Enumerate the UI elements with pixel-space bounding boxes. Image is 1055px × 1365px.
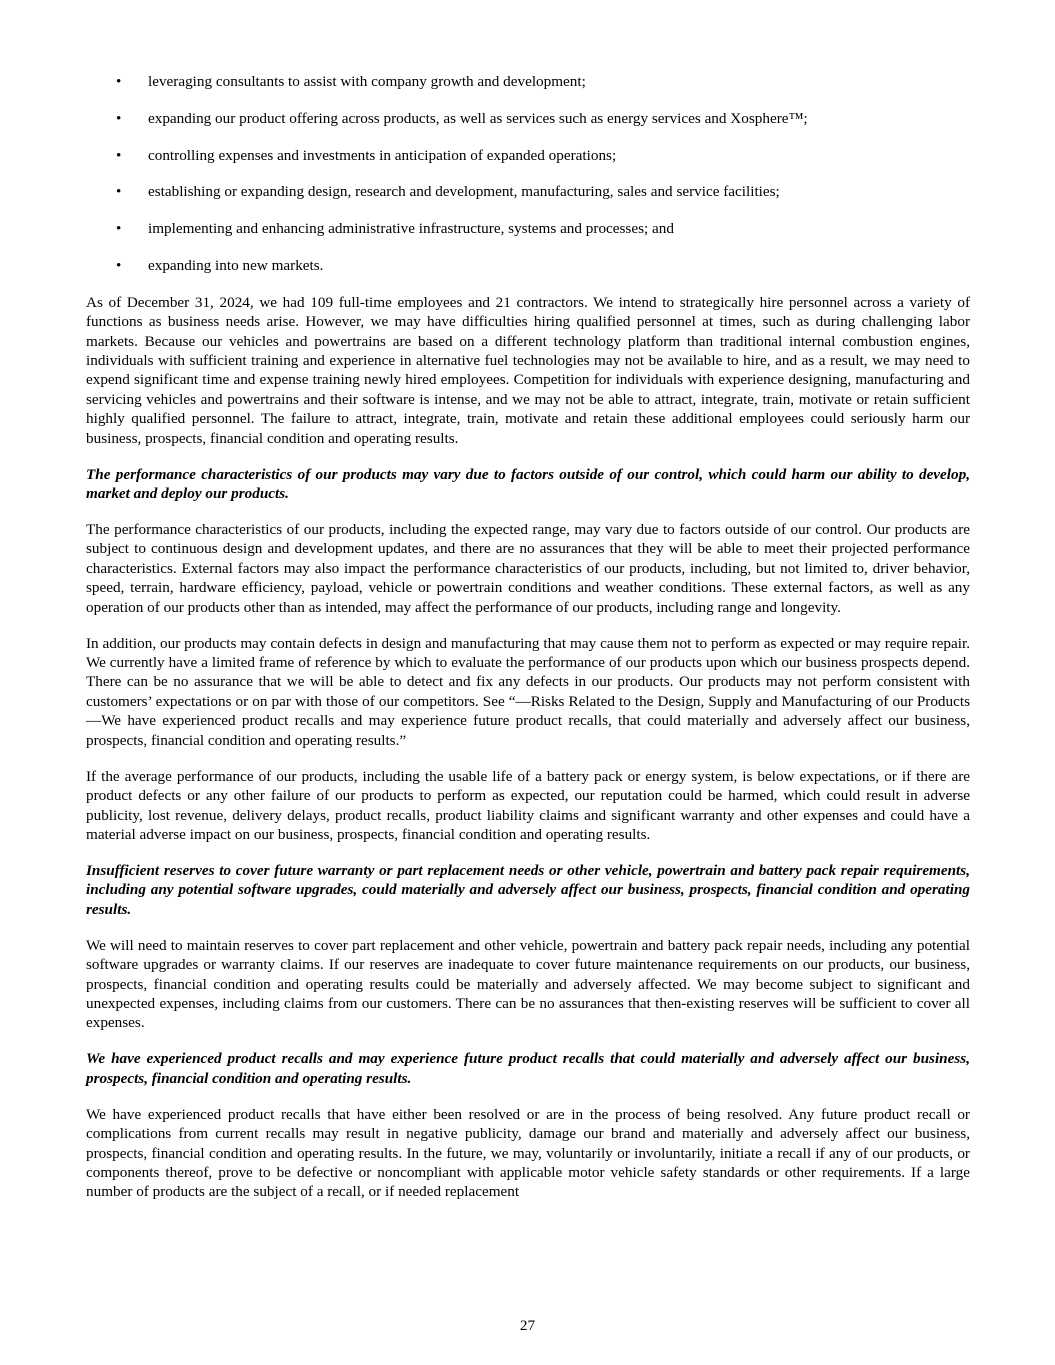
bullet-icon: •: [116, 73, 122, 90]
list-item: [86, 72, 970, 91]
performance-risk-heading: The performance characteristics of our products may vary due to factors outside of our control, which could harm our ability to develop, market and deploy our products.: [86, 465, 970, 503]
bullet-icon: •: [116, 146, 122, 164]
bullet-icon: •: [116, 183, 122, 201]
list-item: [86, 256, 970, 275]
bullet-text: expanding our product offering across products, as well as services such as energy services and Xosphere™;: [148, 109, 808, 127]
bullet-text: controlling expenses and investments in anticipation of expanded operations;: [148, 146, 617, 164]
recalls-paragraph-1: We have experienced product recalls that have either been resolved or are in the process of being resolved. Any future product recall or complications from current recalls may result in negative publicity, damage our brand and materially and adversely affect our business, prospects, financial condition and operating results. In the future, we may, voluntarily or involuntarily, initiate a recall if any of our products, or components thereof, prove to be defective or noncompliant with applicable motor vehicle safety standards or other requirements. If a large number of products are the subject of a recall, or if needed replacement: [86, 1105, 970, 1201]
employees-paragraph: As of December 31, 2024, we had 109 full-time employees and 21 contractors. We intend to strategically hire personnel across a variety of functions as business needs arise. However, we may have difficulties hiring qualified personnel at times, such as during challenging labor markets. Because our vehicles and powertrains are based on a different technology platform than traditional internal combustion engines, individuals with sufficient training and experience in alternative fuel technologies may not be available to hire, and as a result, we may need to expend significant time and expense training newly hired employees. Competition for individuals with experience designing, manufacturing and servicing vehicles and powertrains and their software is intense, and we may not be able to attract, integrate, train, motivate or retain sufficient highly qualified personnel. The failure to attract, integrate, train, motivate and retain these additional employees could seriously harm our business, prospects, financial condition and operating results.: [86, 293, 970, 447]
page-number: 27: [519, 1317, 536, 1334]
list-item: [86, 146, 970, 165]
reserves-paragraph-1: We will need to maintain reserves to cover part replacement and other vehicle, powertrain and battery pack repair needs, including any potential software upgrades or warranty claims. If our reserves are inadequate to cover future maintenance requirements on our products, our business, prospects, financial condition and operating results could be materially and adversely affected. We may become subject to significant and unexpected expenses, including claims from our customers. There can be no assurances that then-existing reserves will be sufficient to cover all expenses.: [86, 936, 970, 1032]
reserves-risk-heading: Insufficient reserves to cover future warranty or part replacement needs or other vehicle, powertrain and battery pack repair requirements, including any potential software upgrades, could materially and adversely affect our business, prospects, financial condition and operating results.: [86, 861, 970, 918]
bullet-list: [86, 72, 970, 275]
performance-paragraph-3: If the average performance of our products, including the usable life of a battery pack or energy system, is below expectations, or if there are product defects or any other failure of our products to perform as expected, our reputation could be harmed, which could result in adverse publicity, lost revenue, delivery delays, product recalls, product liability claims and significant warranty and other expenses and could have a material adverse impact on our business, prospects, financial condition and operating results.: [86, 767, 970, 843]
document-page: [86, 72, 970, 1218]
bullet-icon: •: [116, 109, 122, 127]
performance-paragraph-1: The performance characteristics of our products, including the expected range, may vary due to factors outside of our control. Our products are subject to continuous design and development updates, and there are no assurances that they will be able to meet their projected performance characteristics. External factors may also impact the performance characteristics of our products, including, but not limited to, driver behavior, speed, terrain, hardware efficiency, payload, vehicle or powertrain conditions and weather conditions. These external factors, as well as any operation of our products other than as intended, may affect the performance of our products, including range and longevity.: [86, 521, 970, 616]
list-item: [86, 109, 970, 128]
bullet-text: establishing or expanding design, research and development, manufacturing, sales and service facilities;: [148, 183, 780, 201]
list-item: [86, 219, 970, 238]
bullet-text: expanding into new markets.: [148, 256, 324, 274]
bullet-icon: •: [116, 256, 122, 274]
performance-paragraph-2: In addition, our products may contain defects in design and manufacturing that may cause them not to perform as expected or may require repair. We currently have a limited frame of reference by which to evaluate the performance of our products upon which our business prospects depend. There can be no assurance that we will be able to detect and fix any defects in our products. Our products may not perform consistent with customers’ expectations or on par with those of our competitors. See “—Risks Related to the Design, Supply and Manufacturing of our Products—We have experienced product recalls and may experience future product recalls, that could materially and adversely affect our business, prospects, financial condition and operating results.”: [86, 634, 970, 749]
bullet-text: implementing and enhancing administrative infrastructure, systems and processes; and: [148, 220, 674, 238]
bullet-icon: •: [116, 220, 122, 238]
recalls-risk-heading: We have experienced product recalls and may experience future product recalls that could materially and adversely affect our business, prospects, financial condition and operating results.: [86, 1050, 970, 1087]
list-item: [86, 182, 970, 201]
bullet-text: leveraging consultants to assist with company growth and development;: [148, 73, 586, 90]
